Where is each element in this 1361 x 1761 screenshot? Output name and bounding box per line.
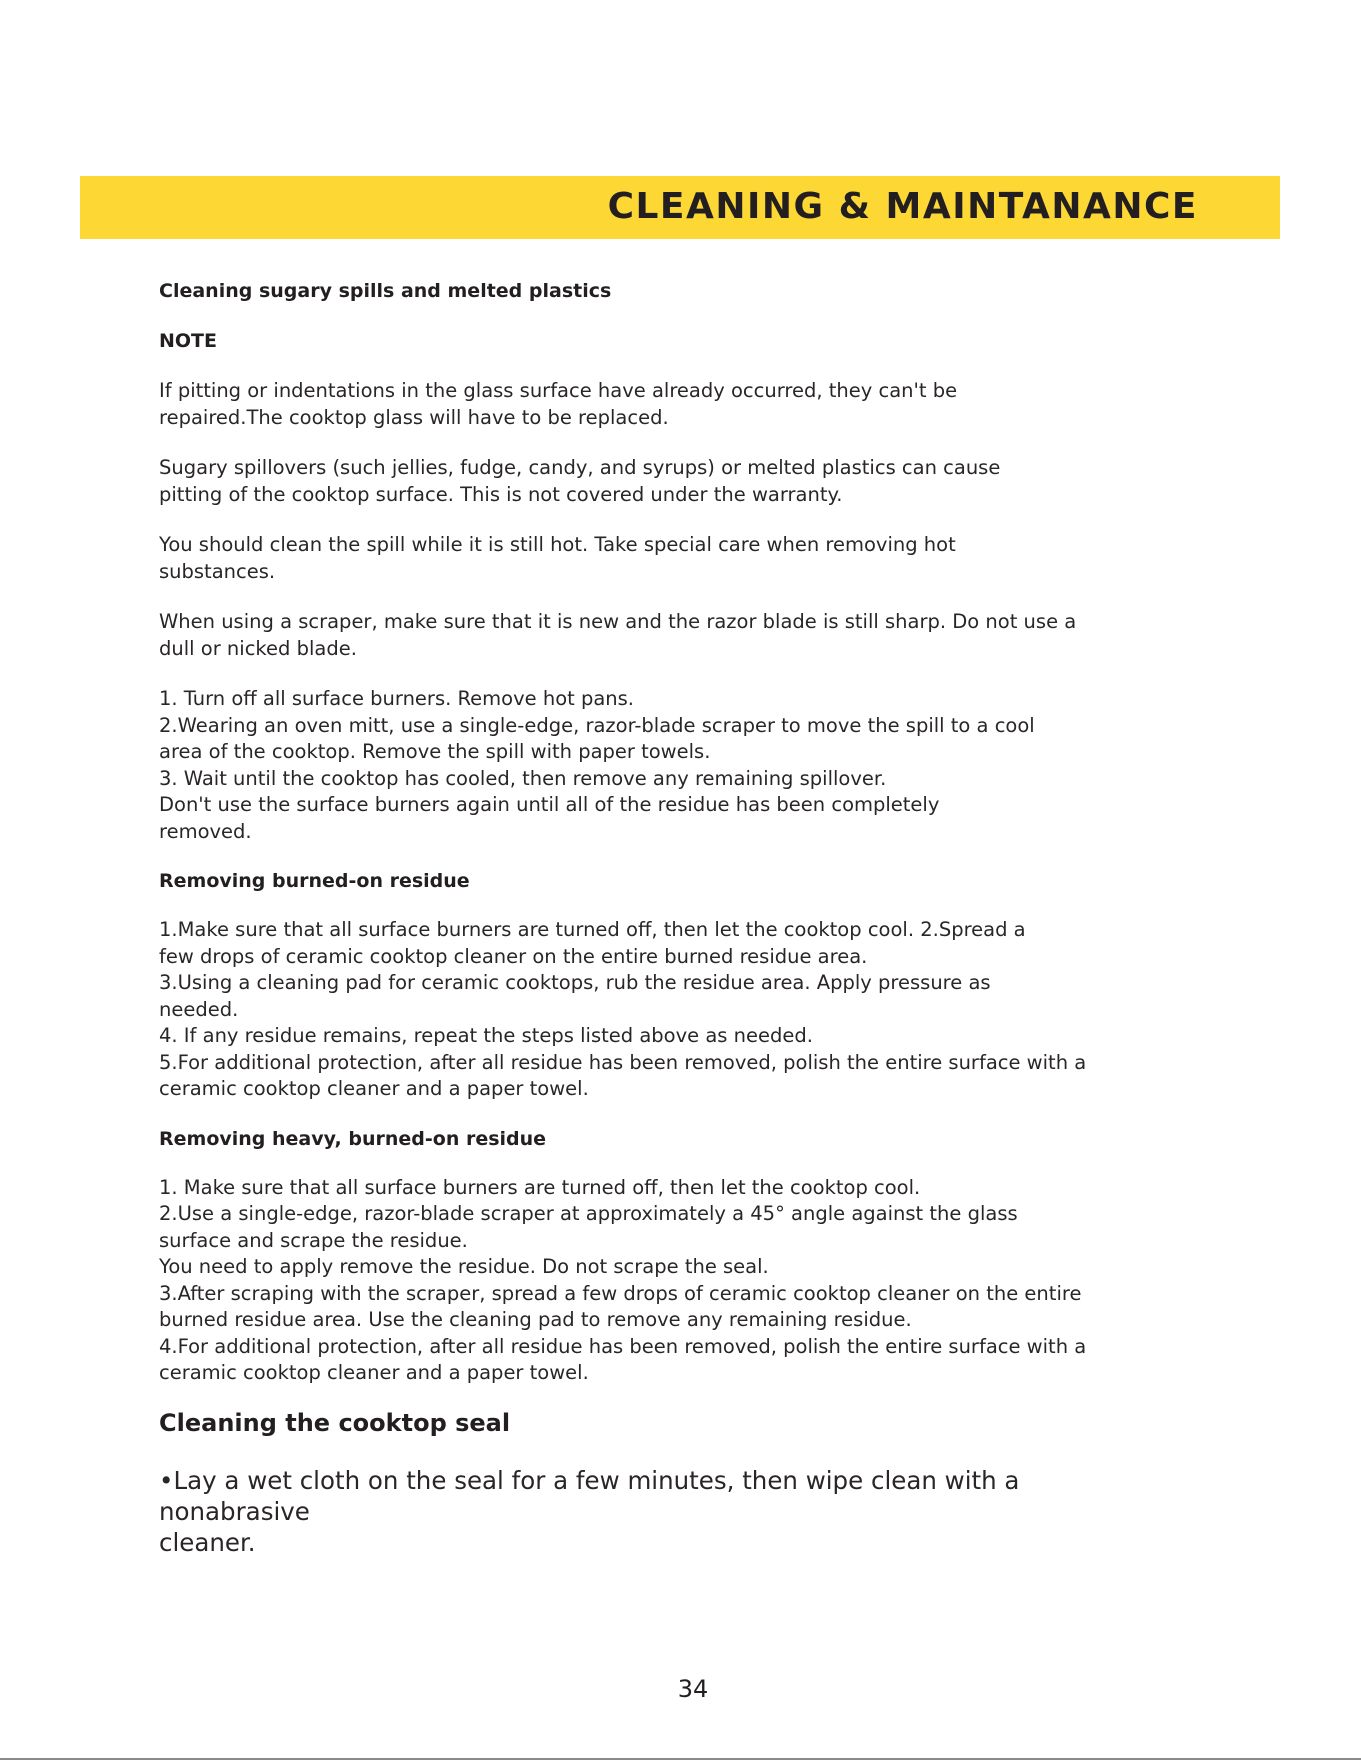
step-line: 1.Make sure that all surface burners are turned off, then let the cooktop cool. 2.Spread a [159,918,1026,941]
text-line: dull or nicked blade. [159,636,357,660]
step-line: ceramic cooktop cleaner and a paper towel. [159,1361,589,1384]
note-label: NOTE [159,330,217,352]
seal-instructions [159,1465,1159,1558]
step-line: 3.After scraping with the scraper, spread a few drops of ceramic cooktop cleaner on the entire [159,1281,1082,1305]
text-line: You should clean the spill while it is still hot. Take special care when removing hot [159,533,956,556]
step-line: burned residue area. Use the cleaning pad to remove any remaining residue. [159,1308,912,1331]
text-line: Sugary spillovers (such jellies, fudge, candy, and syrups) or melted plastics can cause [159,456,1001,479]
burned-steps [159,917,1159,1103]
step-line: 1. Make sure that all surface burners are turned off, then let the cooktop cool. [159,1175,921,1199]
bottom-rule [0,1758,1361,1760]
section-title-seal: Cleaning the cooktop seal [159,1408,511,1437]
step-line: surface and scrape the residue. [159,1228,468,1252]
step-line: 4. If any residue remains, repeat the steps listed above as needed. [159,1024,813,1047]
text-line: •Lay a wet cloth on the seal for a few minutes, then wipe clean with a nonabrasive [159,1465,1020,1526]
page-number: 34 [677,1675,709,1703]
header-band [80,176,1280,239]
content [159,278,1159,1558]
text-line: cleaner. [159,1527,256,1557]
paragraph-pitting [159,378,1159,431]
text-line: When using a scraper, make sure that it is new and the razor blade is still sharp. Do not use a [159,610,1077,633]
step-line: 5.For additional protection, after all residue has been removed, polish the entire surface with a [159,1050,1087,1074]
paragraph-scraper [159,609,1159,662]
paragraph-clean-hot [159,532,1159,585]
text-line: substances. [159,559,276,583]
sugary-steps [159,686,1159,845]
step-line: area of the cooktop. Remove the spill with paper towels. [159,740,711,763]
step-line: ceramic cooktop cleaner and a paper towel. [159,1077,589,1100]
step-line: 3.Using a cleaning pad for ceramic cooktops, rub the residue area. Apply pressure as [159,971,991,994]
step-line: 1. Turn off all surface burners. Remove hot pans. [159,687,635,710]
step-line: 2.Wearing an oven mitt, use a single-edge, razor-blade scraper to move the spill to a cool [159,713,1035,737]
step-line: 4.For additional protection, after all residue has been removed, polish the entire surface with a [159,1334,1087,1358]
step-line: few drops of ceramic cooktop cleaner on the entire burned residue area. [159,944,868,968]
section-title-heavy: Removing heavy, burned-on residue [159,1127,547,1150]
text-line: pitting of the cooktop surface. This is not covered under the warranty. [159,482,843,506]
text-line: If pitting or indentations in the glass surface have already occurred, they can't be [159,379,958,402]
step-line: You need to apply remove the residue. Do not scrape the seal. [159,1255,769,1278]
step-line: removed. [159,819,252,843]
step-line: 3. Wait until the cooktop has cooled, then remove any remaining spillover. [159,766,887,790]
step-line: needed. [159,997,239,1021]
page-title: CLEANING & MAINTANANCE [607,186,1198,227]
section-title-burned: Removing burned-on residue [159,870,470,892]
section-title-sugary: Cleaning sugary spills and melted plastics [159,280,612,302]
paragraph-sugary-spillovers [159,455,1159,508]
heavy-steps [159,1175,1159,1387]
step-line: 2.Use a single-edge, razor-blade scraper at approximately a 45° angle against the glass [159,1202,1018,1225]
step-line: Don't use the surface burners again until all of the residue has been completely [159,793,940,816]
text-line: repaired.The cooktop glass will have to be replaced. [159,405,669,429]
